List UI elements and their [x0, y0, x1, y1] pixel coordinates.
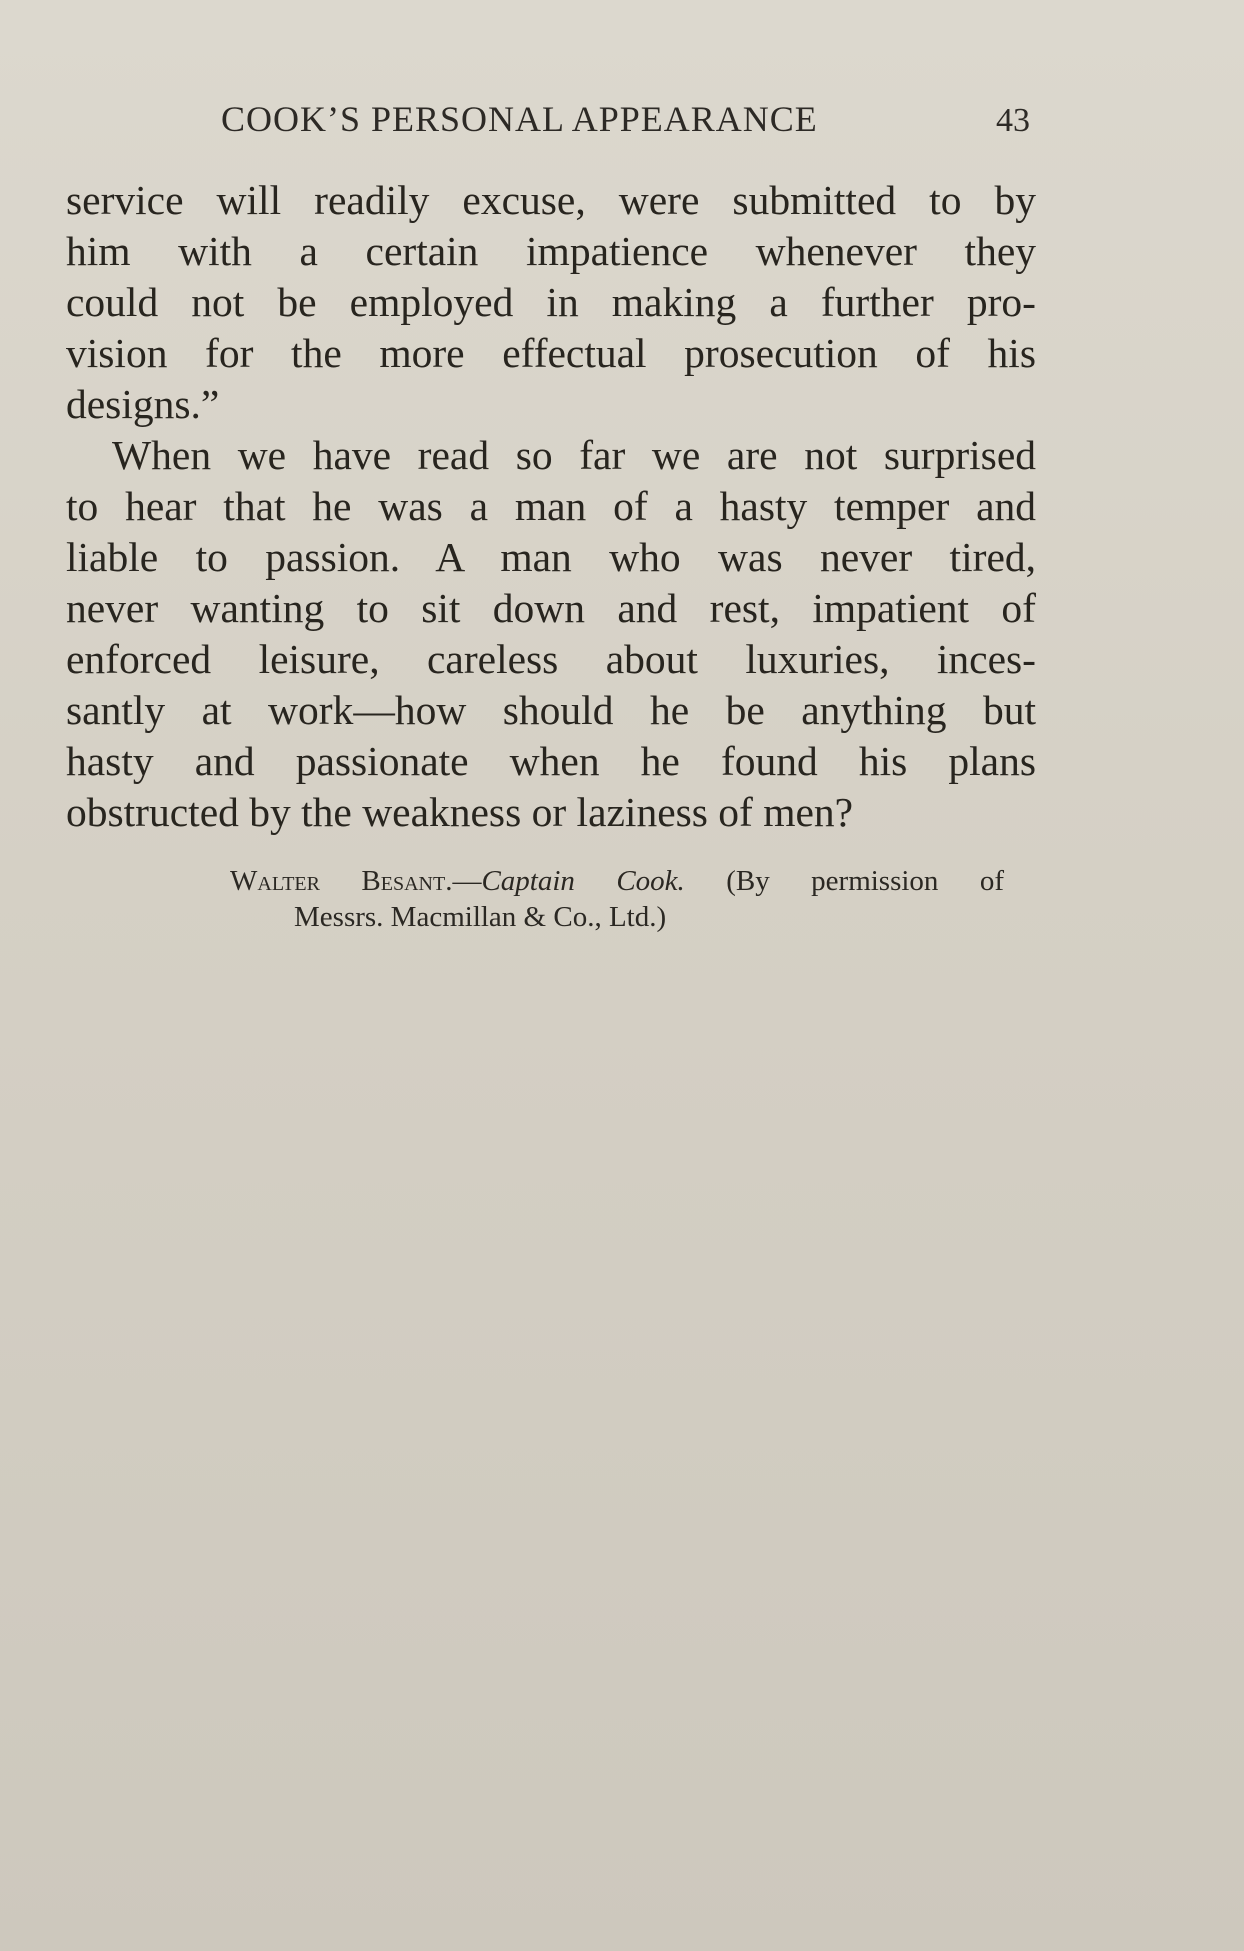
- text-line: never wanting to sit down and rest, impatient of: [66, 585, 1036, 631]
- text-line: vision for the more effectual prosecution of his: [66, 330, 1036, 376]
- paragraph-continuation: [66, 175, 1036, 430]
- main-text: [66, 175, 1036, 838]
- page-number: 43: [996, 102, 1030, 139]
- text-line: service will readily excuse, were submitted to by: [66, 177, 1036, 223]
- citation-publisher: Messrs. Macmillan & Co., Ltd.): [294, 901, 667, 933]
- text-line: enforced leisure, careless about luxuries, inces-: [66, 636, 1036, 682]
- citation-permission: (By permission of: [726, 865, 1005, 897]
- citation-work-title: Captain Cook.: [481, 865, 685, 897]
- text-line: santly at work—how should he be anything but: [66, 687, 1036, 733]
- citation: [230, 863, 1004, 935]
- citation-separator: .—: [445, 865, 482, 897]
- text-line: could not be employed in making a further pro-: [66, 279, 1036, 325]
- text-line: him with a certain impatience whenever they: [66, 228, 1036, 274]
- text-line: to hear that he was a man of a hasty temper and: [66, 483, 1036, 529]
- text-line: liable to passion. A man who was never tired,: [66, 534, 1036, 580]
- text-line: hasty and passionate when he found his plans: [66, 738, 1036, 784]
- text-line: When we have read so far we are not surprised: [112, 432, 1036, 478]
- paragraph: [66, 430, 1036, 838]
- citation-author: Walter Besant: [230, 865, 446, 897]
- text-line: obstructed by the weakness or laziness of men?: [66, 789, 854, 835]
- text-line: designs.”: [66, 381, 220, 427]
- citation-line: [230, 863, 1004, 899]
- running-title: COOK’S PERSONAL APPEARANCE: [221, 99, 818, 139]
